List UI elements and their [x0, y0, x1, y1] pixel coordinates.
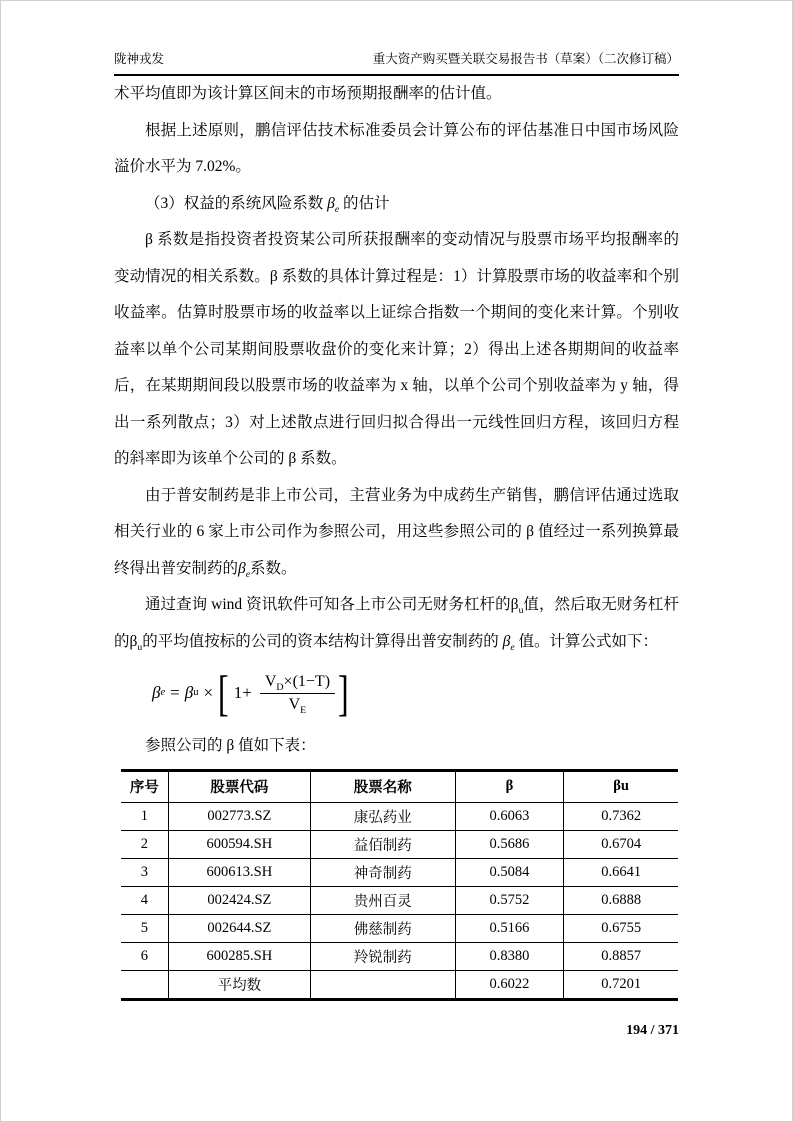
table-cell: 0.6641: [564, 858, 678, 886]
table-cell: 600285.SH: [168, 942, 310, 970]
beta-table: [121, 769, 678, 1001]
table-cell: 5: [121, 914, 168, 942]
column-header: βu: [564, 770, 678, 802]
text-run: β: [238, 559, 246, 577]
formula-numerator-v: V: [264, 672, 277, 690]
formula-numerator-rest: ×(1−T): [283, 672, 331, 690]
paragraph-continuation: [114, 76, 679, 113]
header-company-name: 陇神戎发: [114, 52, 165, 66]
formula-denominator: [260, 694, 335, 714]
text-run: β 系数是指投资者投资某公司所获报酬率的变动情况与股票市场平均报酬率的变动情况的相关系数。β 系数的具体计算过程是：1）计算股票市场的收益率和个别收益率。估算时股票市场的收益率以上证综合指数一个期间的变化来计算。个别收益率以单个公司某期间股票收盘价的变化来计算；2）得出上述各期期间的收益率后，在某期期间段以股票市场的收益率为 x 轴，以单个公司个别收益率为 y 轴，得出一系列散点；3）对上述散点进行回归拟合得出一元线性回归方程，该回归方程的斜率即为该单个公司的 β 系数。: [114, 231, 679, 467]
text-run: e: [510, 641, 515, 653]
formula-times: ×: [203, 683, 214, 702]
paragraph-wind-software: [114, 587, 679, 660]
table-cell: 贵州百灵: [310, 886, 455, 914]
table-cell: 0.5166: [455, 914, 564, 942]
table-cell: 0.5752: [455, 886, 564, 914]
text-run: 由于普安制药是非上市公司，主营业务为中成药生产销售，鹏信评估通过选取相关行业的 6 家上市公司作为参照公司，用这些参照公司的 β 值经过一系列换算最终得出普安制药的: [114, 486, 679, 577]
table-cell: 600613.SH: [168, 858, 310, 886]
formula-close-bracket: ]: [337, 664, 349, 721]
text-run: β: [502, 632, 511, 650]
formula-denominator-v-sub: E: [300, 704, 307, 716]
text-run: 参照公司的 β 值如下表：: [145, 737, 316, 754]
table-cell: 0.8380: [455, 942, 564, 970]
table-cell: 002424.SZ: [168, 886, 310, 914]
formula-numerator-v-sub: D: [276, 681, 284, 693]
table-cell: 0.6888: [564, 886, 678, 914]
beta-formula: β e = β u × [ 1+ $\frac{V_D\times(1-T)}{V_E}$ ]: [152, 664, 349, 721]
table-cell: 益佰制药: [310, 830, 455, 858]
paragraph-beta-definition: [114, 222, 679, 478]
formula-one-plus: 1+: [233, 683, 252, 702]
text-run: 的估计: [339, 194, 390, 212]
table-cell: [310, 970, 455, 999]
formula-denominator-v: V: [288, 695, 301, 713]
formula-equals: =: [170, 683, 180, 702]
formula-rhs-beta: β: [184, 683, 194, 702]
text-run: 值。计算公式如下：: [514, 632, 658, 650]
document-body: [114, 76, 679, 1001]
formula-open-bracket: [: [217, 664, 229, 721]
table-cell: 002773.SZ: [168, 802, 310, 830]
text-run: u: [137, 641, 143, 653]
text-run: e: [245, 568, 251, 580]
formula-lhs-beta: β: [152, 683, 161, 702]
table-cell: 002644.SZ: [168, 914, 310, 942]
section-heading-beta-estimate: [114, 186, 679, 223]
table-cell: 平均数: [168, 970, 310, 999]
table-cell: 0.6063: [455, 802, 564, 830]
table-row: [121, 802, 678, 830]
text-run: u: [518, 605, 524, 617]
formula-fraction: [260, 673, 335, 714]
table-cell: 0.8857: [564, 942, 678, 970]
table-cell: 0.5686: [455, 830, 564, 858]
column-header: 股票代码: [168, 770, 310, 802]
text-run: β: [327, 194, 335, 212]
table-cell: 600594.SH: [168, 830, 310, 858]
table-cell: 3: [121, 858, 168, 886]
table-row: [121, 970, 678, 999]
text-run: 根据上述原则，鹏信评估技术标准委员会计算公布的评估基准日中国市场风险溢价水平为 7.02%。: [114, 121, 679, 175]
column-header: 股票名称: [310, 770, 455, 802]
table-cell: 0.5084: [455, 858, 564, 886]
page-content: [1, 1, 792, 1001]
paragraph-reference-companies: [114, 478, 679, 588]
table-cell: 0.6022: [455, 970, 564, 999]
text-run: 值，然后取无财务杠杆的β: [114, 596, 679, 650]
page-number: 194 / 371: [626, 1023, 679, 1038]
table-row: [121, 914, 678, 942]
table-cell: 0.7362: [564, 802, 678, 830]
page-header: [114, 49, 679, 76]
table-cell: 康弘药业: [310, 802, 455, 830]
table-cell: [121, 970, 168, 999]
table-cell: 0.6704: [564, 830, 678, 858]
table-row: [121, 830, 678, 858]
text-run: 通过查询 wind 资讯软件可知各上市公司无财务杠杆的β: [145, 596, 519, 613]
table-row: [121, 942, 678, 970]
paragraph-risk-premium: [114, 113, 679, 186]
text-run: e: [334, 203, 340, 215]
table-cell: 2: [121, 830, 168, 858]
header-report-title: 重大资产购买暨关联交易报告书（草案）（二次修订稿）: [372, 52, 679, 66]
table-cell: 6: [121, 942, 168, 970]
text-run: 系数。: [250, 559, 297, 577]
table-cell: 0.7201: [601, 975, 642, 992]
table-cell: 佛慈制药: [310, 914, 455, 942]
table-cell: 羚锐制药: [310, 942, 455, 970]
table-row: [121, 858, 678, 886]
column-header: β: [455, 770, 564, 802]
text-run: （3）权益的系统风险系数: [145, 194, 328, 212]
column-header: 序号: [121, 770, 168, 802]
table-cell: 神奇制药: [310, 858, 455, 886]
table-cell: 4: [121, 886, 168, 914]
table-cell: 0.6755: [564, 914, 678, 942]
paragraph-table-intro: [114, 728, 679, 765]
table-cell: 1: [121, 802, 168, 830]
table-row: [121, 886, 678, 914]
formula-numerator: [260, 673, 335, 694]
table-header-row: [121, 770, 678, 802]
text-run: 的平均值按标的公司的资本结构计算得出普安制药的: [142, 632, 503, 650]
text-run: 术平均值即为该计算区间末的市场预期报酬率的估计值。: [114, 85, 502, 102]
